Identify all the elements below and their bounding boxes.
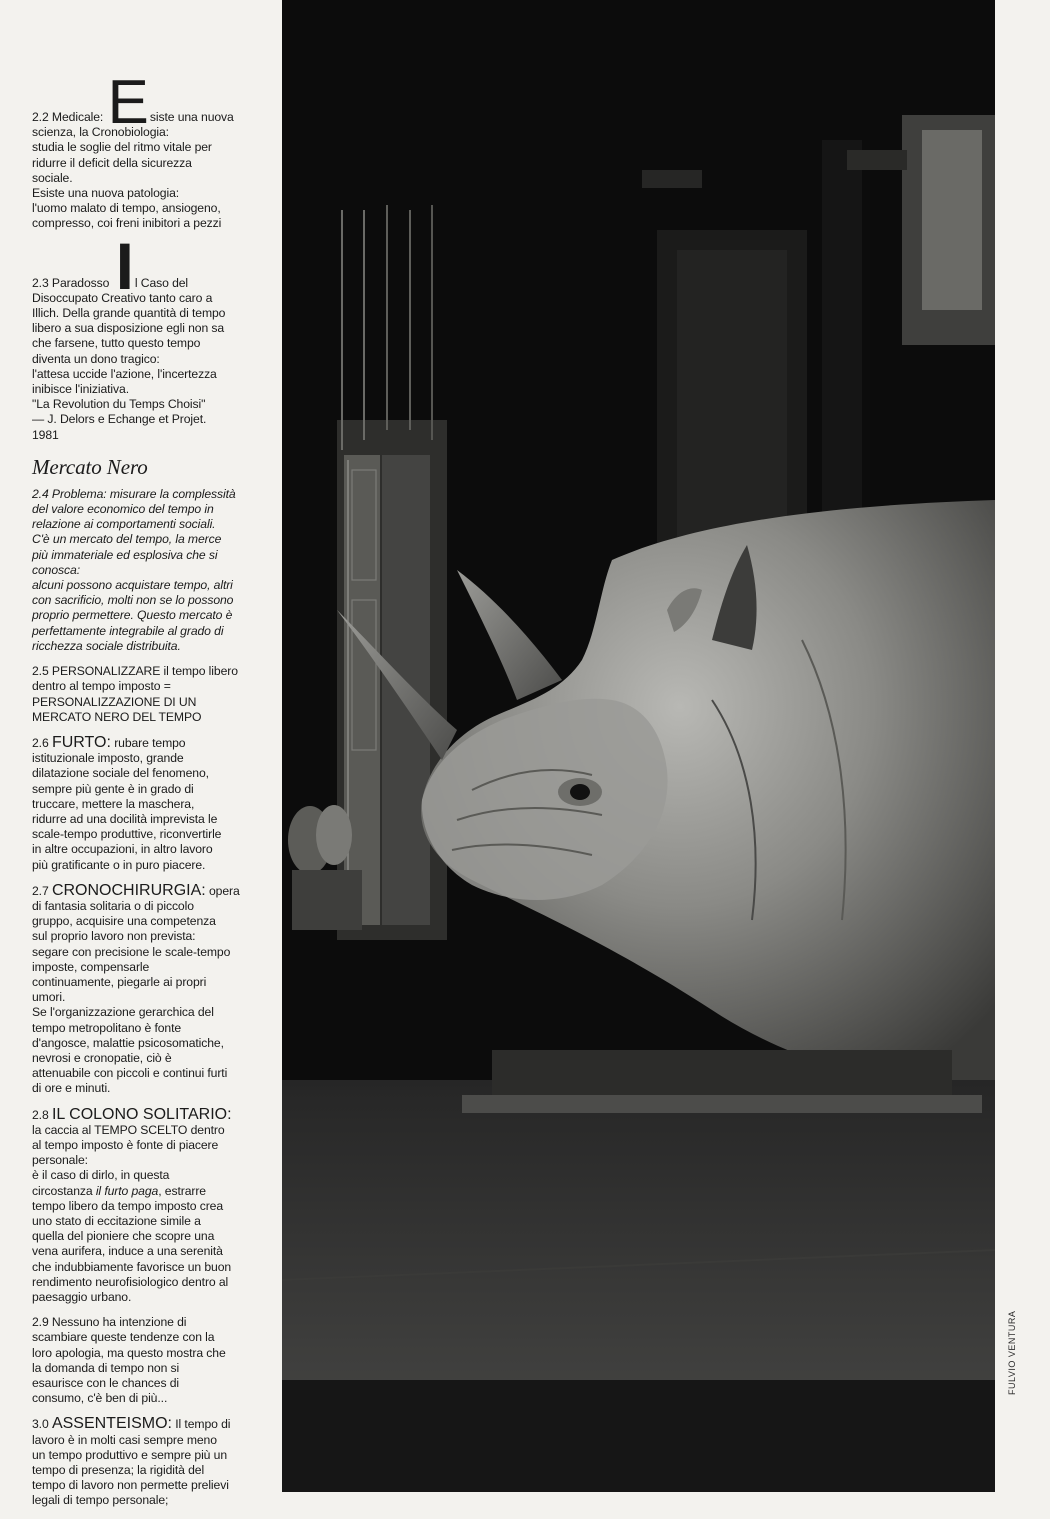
text-line: rubare tempo (110, 735, 186, 750)
section-title: Mercato Nero (32, 454, 148, 479)
section-2-7-first-line (32, 883, 270, 899)
text-line: dilatazione sociale del fenomeno, (32, 766, 209, 781)
text-column (32, 68, 270, 1519)
text-line: 2.4 Problema: misurare la complessità (32, 486, 236, 501)
section-heading: ASSENTEISMO: (51, 1415, 172, 1433)
text-line: proprio permettere. Questo mercato è (32, 608, 233, 623)
text-line: imposte, compensarle (32, 959, 150, 974)
text-line: ricchezza sociale distribuita. (32, 638, 181, 653)
section-2-7 (32, 883, 270, 1097)
section-2-6 (32, 735, 270, 873)
text-line: conosca: (32, 562, 80, 577)
text-line: ridurre il deficit della sicurezza (32, 155, 192, 170)
section-heading: IL COLONO SOLITARIO: (51, 1105, 232, 1123)
section-number: 3.0 (32, 1417, 52, 1432)
text-line: sempre più gente è in grado di (32, 781, 194, 796)
text-line: PERSONALIZZAZIONE DI UN (32, 694, 197, 709)
text-line: la domanda di tempo non si (32, 1360, 180, 1375)
text-line: opera (205, 883, 240, 898)
text-line: Il tempo di (171, 1417, 231, 1432)
section-number: 2.7 (32, 883, 52, 898)
text-line: nevrosi e cronopatie, ciò è (32, 1050, 172, 1065)
text-fragment: circostanza (32, 1183, 96, 1198)
text-line: quella del pioniere che scopre una (32, 1229, 215, 1244)
section-2-8-first-line (32, 1107, 270, 1123)
text-line: l Caso del (134, 275, 189, 290)
section-2-3 (32, 228, 270, 443)
text-line: più gratificante o in puro piacere. (32, 857, 206, 872)
section-2-5 (32, 664, 270, 725)
text-line: loro apologia, ma questo mostra che (32, 1345, 226, 1360)
text-line: di fantasia solitaria o di piccolo (32, 898, 194, 913)
text-line: compresso, coi freni inibitori a pezzi (32, 216, 222, 231)
text-line: tempo metropolitano è fonte (32, 1020, 182, 1035)
text-line: studia le soglie del ritmo vitale per (32, 140, 212, 155)
text-line: tempo di lavoro non permette prelievi (32, 1478, 229, 1493)
text-line: 2.5 PERSONALIZZARE il tempo libero (32, 664, 238, 679)
text-line: rendimento neurofisiologico dentro al (32, 1274, 229, 1289)
text-line: che indubbiamente favorisce un buon (32, 1259, 232, 1274)
section-number: 2.3 Paradosso (32, 275, 113, 290)
text-line: gruppo, acquisire una competenza (32, 914, 216, 929)
text-line: l'uomo malato di tempo, ansiogeno, (32, 201, 221, 216)
section-2-9 (32, 1315, 270, 1406)
text-line: legali di tempo personale; (32, 1493, 169, 1508)
text-line: Se l'organizzazione gerarchica del (32, 1005, 214, 1020)
text-line: d'angosce, malattie psicosomatiche, (32, 1035, 224, 1050)
italic-phrase: il furto paga (95, 1183, 159, 1198)
text-line: esaurisce con le chances di (32, 1376, 180, 1391)
text-line: 2.9 Nessuno ha intenzione di (32, 1315, 187, 1330)
text-line: ridurre ad una docilità imprevista le (32, 811, 218, 826)
text-line: relazione ai comportamenti sociali. (32, 517, 216, 532)
text-line: sociale. (32, 170, 73, 185)
text-line: paesaggio urbano. (32, 1290, 132, 1305)
text-line: continuamente, piegarle ai propri (32, 974, 207, 989)
text-line: Esiste una nuova patologia: (32, 186, 180, 201)
text-line: di ore e minuti. (32, 1081, 111, 1096)
text-line: sul proprio lavoro non prevista: (32, 929, 196, 944)
text-fragment: , estrarre (158, 1183, 206, 1198)
text-line: più immateriale ed esplosiva che si (32, 547, 218, 562)
drop-cap: E (107, 68, 147, 137)
text-line: tempo libero da tempo imposto crea (32, 1198, 224, 1213)
section-number: 2.2 Medicale: (32, 110, 107, 124)
text-line: libero a sua disposizione egli non sa (32, 321, 225, 336)
text-line: che farsene, tutto questo tempo (32, 336, 201, 351)
text-line: la caccia al TEMPO SCELTO dentro (32, 1122, 225, 1137)
text-line: dentro al tempo imposto = (32, 679, 171, 694)
section-heading: FURTO: (51, 733, 111, 751)
text-line: umori. (32, 990, 66, 1005)
text-line: un tempo produttivo e sempre più un (32, 1447, 228, 1462)
text-line: segare con precisione le scale-tempo (32, 944, 231, 959)
text-line: Illich. Della grande quantità di tempo (32, 306, 226, 321)
section-heading: CRONOCHIRURGIA: (51, 881, 206, 899)
text-line: perfettamente integrabile al grado di (32, 623, 224, 638)
text-line: uno stato di eccitazione simile a (32, 1214, 201, 1228)
section-number: 2.8 (32, 1107, 52, 1122)
text-line-with-italic (32, 1184, 270, 1199)
text-line: consumo, c'è ben di più... (32, 1391, 168, 1406)
section-2-8 (32, 1107, 270, 1306)
text-line: del valore economico del tempo in (32, 502, 214, 517)
text-line: l'attesa uccide l'azione, l'incertezza (32, 366, 217, 381)
text-line: scienza, la Cronobiologia: (32, 125, 169, 140)
section-2-4 (32, 487, 270, 654)
text-line: alcuni possono acquistare tempo, altri (32, 578, 233, 593)
text-line: diventa un dono tragico: (32, 351, 160, 366)
text-line: MERCATO NERO DEL TEMPO (32, 709, 202, 724)
text-line: al tempo imposto è fonte di piacere (32, 1137, 219, 1152)
text-line: truccare, mettere la maschera, (32, 796, 195, 811)
section-2-2 (32, 68, 270, 232)
text-line: con sacrificio, molti non se lo possono (32, 593, 234, 608)
drop-cap: I (115, 228, 134, 303)
text-line: tempo di presenza; la rigidità del (32, 1463, 205, 1478)
section-3-0-first-line (32, 1416, 270, 1432)
section-number: 2.6 (32, 735, 52, 750)
text-line: è il caso di dirlo, in questa (32, 1168, 170, 1183)
text-line: istituzionale imposto, grande (32, 751, 184, 766)
text-line: vena aurifera, induce a una serenità (32, 1244, 223, 1259)
text-line: personale: (32, 1153, 88, 1168)
text-line: — J. Delors e Echange et Projet. (32, 412, 207, 427)
photo-credit: FULVIO VENTURA (1007, 1310, 1017, 1395)
text-line: "La Revolution du Temps Choisi" (32, 397, 206, 412)
text-line: lavoro è in molti casi sempre meno (32, 1432, 217, 1447)
section-2-6-first-line (32, 735, 270, 751)
text-line: 1981 (32, 427, 59, 442)
text-line: Disoccupato Creativo tanto caro a (32, 290, 213, 305)
text-line: scambiare queste tendenze con la (32, 1330, 215, 1345)
text-line: inibisce l'iniziativa. (32, 382, 129, 397)
text-line: attenuabile con piccoli e continui furti (32, 1066, 228, 1081)
photo-illustration (282, 0, 995, 1492)
text-line: C'è un mercato del tempo, la merce (32, 532, 222, 547)
rhinoceros-photograph (282, 0, 995, 1492)
section-3-0 (32, 1416, 270, 1508)
text-line: scale-tempo produttive, riconvertirle (32, 827, 222, 842)
text-line: siste una nuova (149, 110, 234, 124)
text-line: in altre occupazioni, in altro lavoro (32, 842, 213, 857)
